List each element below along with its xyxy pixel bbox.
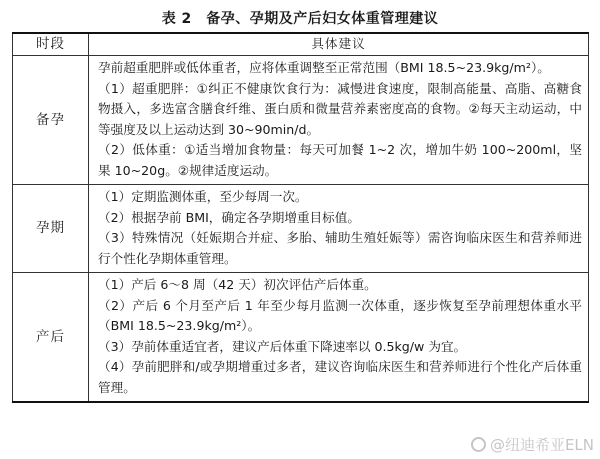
advice-paragraph: （1）超重肥胖：①纠正不健康饮食行为：减慢进食速度，限制高能量、高脂、高糖食物摄入，多选富含膳食纤维、蛋白质和微量营养素密度高的食物。②每天主动运动，中等强度及以上运动达到 30~90min/d。 xyxy=(98,80,582,137)
advice-paragraph: （1）定期监测体重，至少每周一次。 xyxy=(98,189,308,204)
weight-management-table xyxy=(12,32,589,403)
period-cell: 孕期 xyxy=(13,185,89,273)
advice-paragraph: （2）根据孕前 BMI，确定各孕期增重目标值。 xyxy=(98,209,360,225)
table-row-pregnancy xyxy=(13,185,589,273)
advice-cell xyxy=(89,273,589,403)
table-row-preconception xyxy=(13,56,589,185)
header-period: 时段 xyxy=(13,33,89,56)
table-title: 表 2 备孕、孕期及产后妇女体重管理建议 xyxy=(161,11,439,27)
watermark-logo-icon xyxy=(471,437,486,452)
header-advice: 具体建议 xyxy=(89,33,589,56)
advice-cell xyxy=(89,185,589,273)
period-cell: 产后 xyxy=(13,273,89,403)
table-header-row xyxy=(13,33,589,56)
advice-paragraph: （3）特殊情况（妊娠期合并症、多胎、辅助生殖妊娠等）需咨询临床医生和营养师进行个性化孕期体重管理。 xyxy=(98,230,582,266)
table-row-postpartum xyxy=(13,273,589,403)
watermark-text: @纽迪希亚ELN xyxy=(489,436,594,454)
advice-cell xyxy=(89,56,589,185)
advice-paragraph: （4）孕前肥胖和/或孕期增重过多者，建议咨询临床医生和营养师进行个性化产后体重管理。 xyxy=(98,359,582,395)
period-cell: 备孕 xyxy=(13,56,89,185)
watermark xyxy=(471,434,594,455)
advice-paragraph: （2）产后 6 个月至产后 1 年至少每月监测一次体重，逐步恢复至孕前理想体重水平（BMI 18.5~23.9kg/m²）。 xyxy=(98,297,582,333)
advice-paragraph: （3）孕前体重适宜者，建议产后体重下降速率以 0.5kg/w 为宜。 xyxy=(98,338,467,354)
advice-paragraph: （2）低体重：①适当增加食物量：每天可加餐 1~2 次，增加牛奶 100~200ml，坚果 10~20g。②规律适度运动。 xyxy=(98,142,582,178)
advice-paragraph: （1）产后 6～8 周（42 天）初次评估产后体重。 xyxy=(98,277,377,292)
advice-paragraph: 孕前超重肥胖或低体重者，应将体重调整至正常范围（BMI 18.5~23.9kg/m²）。 xyxy=(98,60,550,75)
